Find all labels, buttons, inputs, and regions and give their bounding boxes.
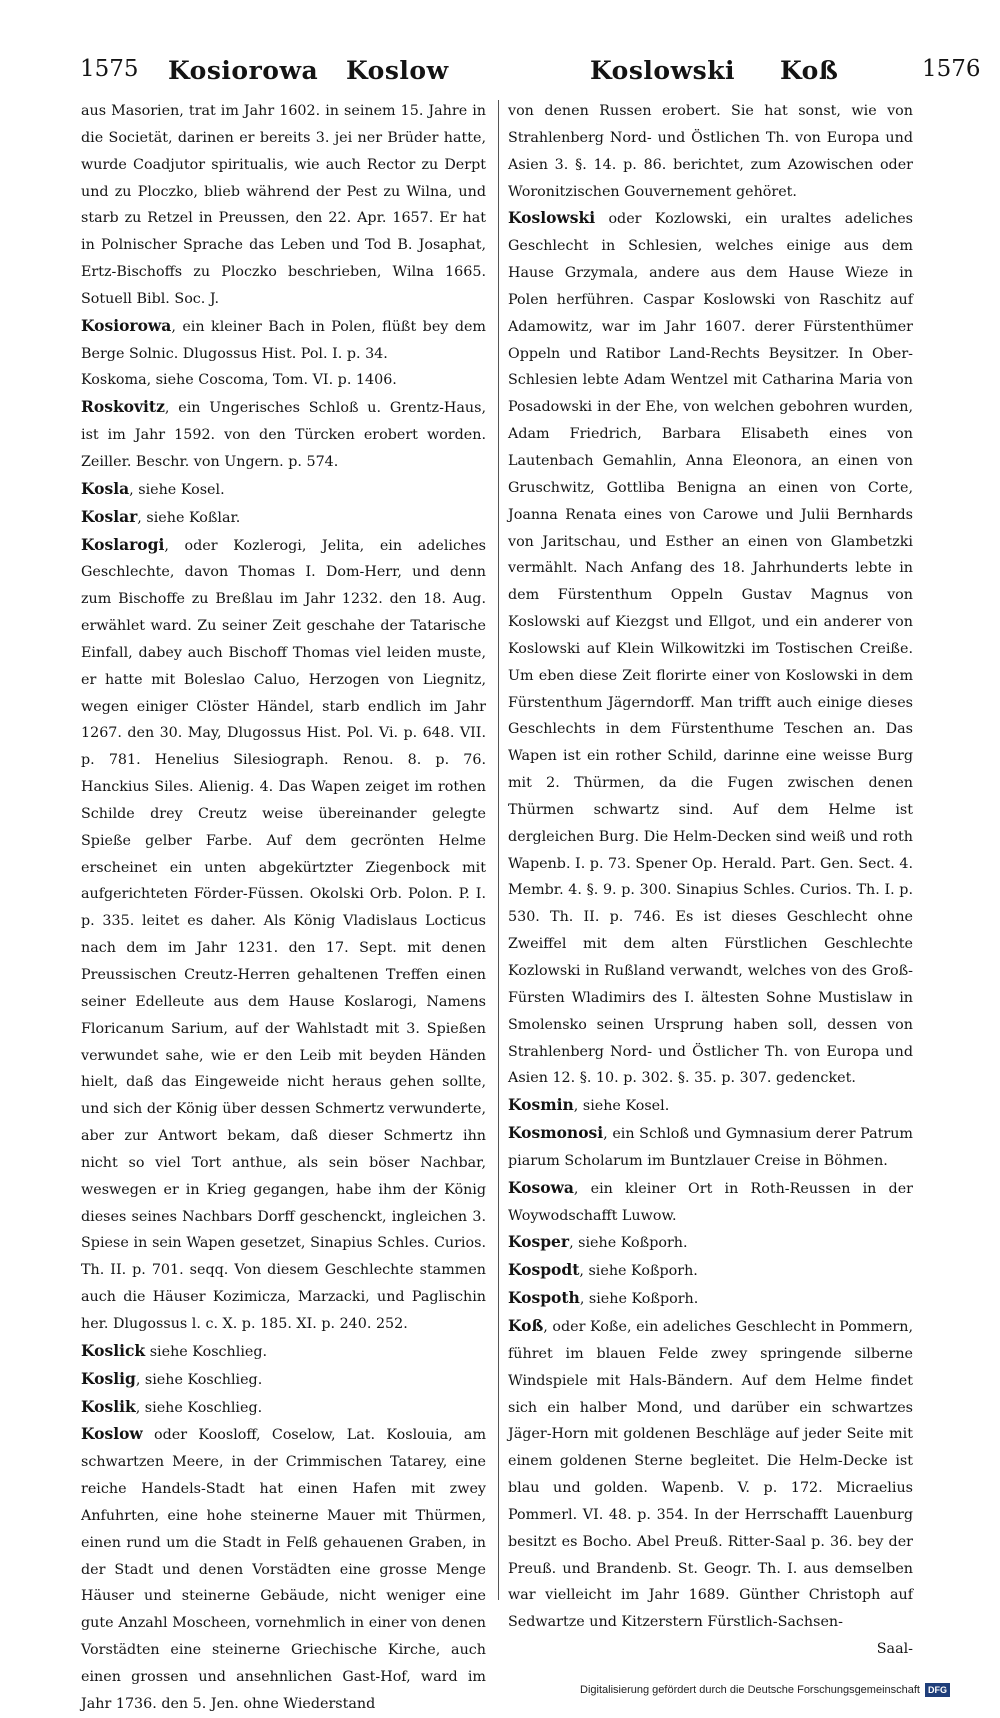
entry-lemma: Koslig: [81, 1368, 136, 1388]
entry-text: , ein Schloß und Gymnasium derer Patrum piarum Scholarum im Buntzlauer Creise in Böhmen.: [508, 1126, 913, 1169]
entry-lemma: Roskovitz: [81, 397, 165, 417]
entry-lemma: Kosowa: [508, 1177, 574, 1197]
entry-text: , siehe Koßlar.: [137, 509, 241, 526]
catchword: Saal-: [876, 1641, 913, 1658]
running-header: [0, 56, 1000, 96]
entry-lemma: Kosper: [508, 1232, 570, 1252]
dictionary-entry: [81, 476, 486, 504]
dictionary-entry: [81, 98, 486, 313]
entry-text: , ein Ungerisches Schloß u. Grentz-Haus, ist im Jahr 1592. von den Türcken erobert worden. Zeiller. Beschr. von Ungern. p. 574.: [81, 400, 486, 470]
footer: [580, 1683, 950, 1697]
entry-text: , oder Kozlerogi, Jelita, ein adeliches Geschlechte, davon Thomas I. Dom-Herr, und denn zum Bischoffe zu Breßlau im Jahr 1232. den 18. Aug. erwählet ward. Zu seiner Zeit geschahe der Tatarische Einfall, dabey auch Bischoff Thomas viel leiden muste, er hatte mit Boleslao Caluo, Herzogen von Liegnitz, wegen einiger Clöster Händel, starb endlich im Jahr 1267. den 30. May, Dlugossus Hist. Pol. Vi. p. 648. VII. p. 781. Henelius Silesiograph. Renou. 8. p. 76. Hanckius Siles. Alienig. 4. Das Wapen zeiget im rothen Schilde drey Creutz weise übereinander gelegte Spieße gelber Farbe. Auf dem gecrönten Helme erscheinet ein unten abgekürtzter Ziegenbock mit aufgerichteten Förder-Füssen. Okolski Orb. Polon. P. I. p. 335. leitet es daher. Als König Vladislaus Locticus nach dem im Jahr 1231. den 17. Sept. mit denen Preussischen Creutz-Herren gehaltenen Treffen einen seiner Edelleute aus dem Hause Koslarogi, Namens Floricanum Sarium, auf der Wahlstadt mit 3. Spießen verwundet sahe, wie er den Leib mit beyden Händen hielt, daß das Eingeweide nicht heraus gehen sollte, und sich der König über dessen Schmertz verwunderte, aber zur Antwort bekam, daß dieser Schmertz ihn nicht so viel Tort anthue, als sein böser Nachbar, weswegen er in Krieg gegangen, habe ihm der König dieses seines Nachbars Dorff geschenckt, ingleichen 3. Spiese in sein Wapen gesetzet, Sinapius Schles. Curios. Th. II. p. 701. seqq. Von diesem Geschlechte stammen auch die Häuser Kozimicza, Marzacki, und Paglischin her. Dlugossus l. c. X. p. 185. XI. p. 240. 252.: [81, 537, 486, 1332]
entry-text: oder Kozlowski, ein uraltes adeliches Geschlecht in Schlesien, welches einige aus dem Hause Grzymala, andere aus dem Hause Wieze in Polen herführen. Caspar Koslowski von Raschitz auf Adamowitz, war im Jahr 1607. derer Fürstenthümer Oppeln und Ratibor Land-Rechts Beysitzer. In Ober-Schlesien lebte Adam Wentzel mit Catharina Maria von Posadowski in der Ehe, von welchen gebohren wurden, Adam Friedrich, Barbara Elisabeth eines von Lautenbach Gemahlin, Anna Eleonora, an einen von Gruschwitz, Gottliba Benigna an einen von Corte, Joanna Renata eines von Carowe und Julii Bernhards von Jaritschau, und Esther an einen von Glambetzki vermählt. Nach Anfang des 18. Jahrhunderts lebte in dem Fürstenthum Oppeln Gustav Magnus von Koslowski auf Kiezgst und Ellgot, und ein anderer von Koslowski auf Klein Wilkowitzki im Tostischen Creiße. Um eben diese Zeit florirte einer von Koslowski in dem Fürstenthum Jägerndorff. Man trifft auch einige dieses Geschlechts in dem Fürstenthume Teschen an. Das Wapen ist ein rother Schild, darinne eine weisse Burg mit 2. Thürmen, da die Fugen zwischen denen Thürmen schwartz sind. Auf dem Helme ist dergleichen Burg. Die Helm-Decken sind weiß und roth Wapenb. I. p. 73. Spener Op. Herald. Part. Gen. Sect. 4. Membr. 4. §. 9. p. 300. Sinapius Schles. Curios. Th. I. p. 530. Th. II. p. 746. Es ist dieses Geschlecht ohne Zweiffel mit dem alten Fürstlichen Geschlechte Kozlowski in Rußland verwandt, welches von des Groß-Fürsten Wladimirs des I. ältesten Sohne Mustislaw in Smolensko seinen Ursprung haben soll, dessen von Strahlenberg Nord- und Östlicher Th. von Europa und Asien 12. §. 10. p. 302. §. 35. p. 307. gedencket.: [508, 211, 913, 1087]
left-column: [81, 98, 486, 1712]
entry-lemma: Kosmin: [508, 1095, 574, 1115]
dfg-logo: DFG: [925, 1683, 950, 1697]
entry-lemma: Koslow: [81, 1424, 143, 1444]
page-number-right: 1576: [922, 56, 981, 82]
entry-text: oder Koosloff, Coselow, Lat. Koslouia, am schwartzen Meere, in der Crimmischen Tatarey, eine reiche Handels-Stadt hat einen Hafen mit zwey Anfuhrten, eine hohe steinerne Mauer mit Thürmen, einen rund um die Stadt in Felß gehauenen Graben, in der Stadt und denen Vorstädten eine grosse Menge Häuser und steinerne Gebäude, nicht weniger eine gute Anzahl Moscheen, vornehmlich in einer von denen Vorstädten eine steinerne Griechische Kirche, auch einen grossen und ansehnlichen Gast-Hof, ward im Jahr 1736. den 5. Jen. ohne Wiederstand: [81, 1427, 486, 1712]
dictionary-entry: [81, 394, 486, 476]
entry-text: von denen Russen erobert. Sie hat sonst, wie von Strahlenberg Nord- und Östlichen Th. von Europa und Asien 3. §. 14. p. 86. berichtet, zum Azowischen oder Woronitzischen Gouvernement gehöret.: [508, 103, 913, 200]
dictionary-entry: [508, 1175, 913, 1230]
entry-text: , ein kleiner Bach in Polen, flüßt bey dem Berge Solnic. Dlugossus Hist. Pol. I. p. 34.: [81, 318, 486, 362]
entry-text: , siehe Koßporh.: [569, 1235, 688, 1252]
header-guide-word-2: Koslow: [346, 56, 449, 85]
dictionary-entry: [81, 1394, 486, 1422]
entry-lemma: Kospodt: [508, 1260, 580, 1280]
entry-text: , siehe Koßporh.: [579, 1263, 698, 1280]
header-guide-word-1: Kosiorowa: [168, 56, 319, 85]
dictionary-entry: [81, 504, 486, 532]
dictionary-entry: [81, 1338, 486, 1366]
footer-credit: Digitalisierung gefördert durch die Deutsche Forschungsgemeinschaft: [580, 1684, 920, 1696]
entry-lemma: Kosiorowa: [81, 315, 172, 335]
page-number-left: 1575: [80, 56, 139, 82]
entry-text: , siehe Kosel.: [573, 1098, 670, 1115]
dictionary-entry: [508, 1229, 913, 1257]
entry-lemma: Koslik: [81, 1396, 136, 1416]
entry-text: , siehe Kosel.: [129, 481, 225, 498]
entry-lemma: Kospoth: [508, 1288, 580, 1308]
dictionary-entry: [81, 367, 486, 394]
entry-text: siehe Koschlieg.: [145, 1343, 268, 1360]
dictionary-entry: [508, 98, 913, 205]
dictionary-entry: [81, 1366, 486, 1394]
entry-lemma: Koß: [508, 1315, 544, 1335]
entry-text: aus Masorien, trat im Jahr 1602. in seinem 15. Jahre in die Societät, darinen er bereits 3. jei ner Brüder hatte, wurde Coadjutor spiritualis, wie auch Rector zu Derpt und zu Ploczko, blieb während der Pest zu Wilna, und starb zu Retzel in Preussen, den 22. Apr. 1657. Er hat in Polnischer Sprache das Leben und Tod B. Josaphat, Ertz-Bischoffs zu Ploczko beschrieben, Wilna 1665. Sotuell Bibl. Soc. J.: [81, 103, 486, 307]
entry-text: , oder Koße, ein adeliches Geschlecht in Pommern, führet im blauen Felde zwey springende silberne Windspiele mit Hals-Bändern. Auf dem Helme findet sich ein halber Mond, und darüber ein schwartzes Jäger-Horn mit goldenen Beschläge auf jeder Seite mit einem goldenen Sterne begleitet. Die Helm-Decke ist blau und golden. Wapenb. V. p. 172. Micraelius Pommerl. VI. 48. p. 354. In der Herrschafft Lauenburg besitzt es Bocho. Abel Preuß. Ritter-Saal p. 36. bey der Preuß. und Brandenb. St. Geogr. Th. I. aus demselben war vielleicht im Jahr 1689. Günther Christoph auf Sedwartze und Kitzerstern Fürstlich-Sachsen-: [508, 1318, 913, 1631]
entry-text: , siehe Koschlieg.: [135, 1399, 263, 1416]
right-column: [508, 98, 913, 1658]
header-guide-word-4: Koß: [780, 56, 839, 85]
entry-lemma: Koslick: [81, 1340, 146, 1360]
dictionary-entry: [508, 1092, 913, 1120]
entry-lemma: Koslowski: [508, 208, 596, 228]
entry-lemma: Koslar: [81, 506, 138, 526]
entry-text: , ein kleiner Ort in Roth-Reussen in der Woywodschafft Luwow.: [508, 1180, 913, 1224]
dictionary-entry: [81, 313, 486, 368]
header-guide-word-3: Koslowski: [590, 56, 736, 85]
dictionary-entry: [508, 205, 913, 1092]
dictionary-entry: [81, 532, 486, 1338]
dictionary-entry: [508, 1257, 913, 1285]
dictionary-entry: [508, 1313, 913, 1636]
entry-text: , siehe Koschlieg.: [135, 1371, 263, 1388]
entry-text: , siehe Koßporh.: [579, 1291, 699, 1308]
dictionary-entry: [508, 1120, 913, 1175]
dictionary-entry: [81, 1421, 486, 1717]
entry-lemma: Kosla: [81, 478, 130, 498]
entry-text: Koskoma, siehe Coscoma, Tom. VI. p. 1406.: [81, 372, 397, 389]
entry-lemma: Kosmonosi: [508, 1123, 604, 1143]
entry-lemma: Koslarogi: [81, 534, 165, 554]
dictionary-entry: [508, 1285, 913, 1313]
column-divider: [498, 100, 499, 1600]
